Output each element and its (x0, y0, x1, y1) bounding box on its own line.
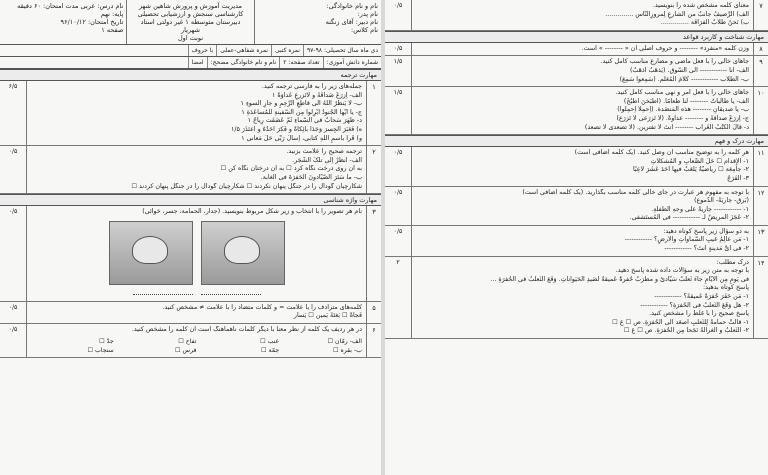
oral-score: نمره شفاهی-عملی (216, 45, 271, 56)
question-score: ۰/۵ (385, 226, 412, 256)
question-line: الف- أنا ------------ الی السّوق. (یَذهَبُ أذهَبُ) (629, 66, 749, 74)
answer-blank[interactable] (133, 289, 193, 295)
question-text: وزن کلمه «منفرد» -------- و حروف اصلی آن « -------- » است. (581, 44, 749, 52)
answer-option[interactable]: عنب ☐ (260, 337, 280, 345)
question-number: ۷ (753, 0, 768, 30)
answer-option[interactable]: الف- رمّان ☐ (327, 337, 362, 345)
question-row (0, 324, 381, 358)
question-line: ۱- ------------ جاریةٌ علی وجهِ الطّفلةِ. (651, 205, 749, 213)
question-line: ۱- مَن حَفَرَ حُفرَةً عَمیقةً؟ ------------ (654, 293, 749, 301)
school-department: مدیریت آموزش و پرورش شاهین شهر (138, 2, 243, 10)
question-score: ۰/۵ (0, 146, 27, 193)
question-row (385, 56, 768, 87)
question-text: ترجمه صحیح را علامت بزنید. (286, 148, 362, 156)
question-number: ۲ (366, 146, 381, 193)
question-row (385, 226, 768, 257)
written-score: نمره کتبی (271, 45, 303, 56)
exam-header (0, 0, 381, 45)
question-row (385, 0, 768, 31)
signature-label: امضا (188, 57, 207, 68)
section-title: مهارت درک و فهم (385, 135, 768, 147)
question-number: ۶ (366, 324, 381, 357)
question-number: ۱ (366, 81, 381, 145)
answer-option[interactable]: فَجأةً ☐ بَغتَةً یَمین ☐ یَسار (293, 312, 362, 320)
page-number: صفحه ۱ (101, 26, 124, 34)
teacher-name-label: نام دبیر: آقای زنگنه (325, 18, 378, 26)
exam-date: تاریخ امتحان: ۹۶/۱۰/۱۲ (60, 18, 124, 26)
question-number: ۱۳ (753, 226, 768, 256)
section-title: مهارت ترجمه (0, 69, 381, 81)
question-number: ۱۲ (753, 187, 768, 225)
question-body (412, 43, 753, 56)
question-score: ۶/۵ (0, 81, 27, 145)
section-title: مهارت شناخت و کاربرد قواعد (385, 31, 768, 43)
question-line: ۲- هل وَقَعَ الثَّعلَبُ فی الحُفرَةِ؟ ------------ (640, 301, 749, 309)
question-score: ۰/۵ (0, 206, 27, 301)
question-line: ب- الطُّلّاب ------------ کلامَ المُعَلِّم. (سَمِعوا سَمِعَ) (619, 75, 749, 83)
question-text: جاهای خالی را با فعل امر و نهی مناسب کامل کنید. (615, 89, 749, 97)
question-body (412, 187, 753, 225)
question-line: ۲- عَجَزَ المریضُ لَـ ------------ فی المُستَشفی. (629, 214, 749, 222)
question-number: ۱۱ (753, 147, 768, 185)
question-score: ۱/۵ (385, 56, 412, 86)
question-body (27, 146, 366, 193)
question-line: د- ظَهَرَ سَحابٌ فی السَّماءِ ثُمَّ عَصَفَت رِیاحٌ ۱ (247, 117, 362, 125)
word-bank: (بَرق- جاریَةٌ- الدَّموع) (694, 197, 749, 205)
question-line: پاسخ کوتاه بدهید: (703, 284, 749, 292)
student-number: شماره دانش آموزی: (323, 57, 381, 68)
question-line: پاسخ صحیح را با غلط را مشخص کنید. (649, 310, 749, 318)
question-score: ۰/۵ (385, 0, 412, 30)
question-line: ه) فَعَبَرَ الجِسرَ وَجَدَا بائِکاةً و فَکَّرَ أحَدُهُ و اَعتَذَرَ ۱/۵ (230, 125, 362, 133)
question-body (412, 226, 753, 256)
question-row (385, 87, 768, 135)
question-body (412, 87, 753, 134)
question-score: ۱/۵ (385, 87, 412, 134)
question-body (412, 56, 753, 86)
question-score: ۰/۵ (385, 43, 412, 56)
exam-page-2 (385, 0, 768, 475)
question-text: به دو سؤال زیر پاسخ کوتاه دهید: (663, 227, 749, 235)
answer-option[interactable]: ۱- اَلإِقدام ☐ حَلُّ الصِّعابِ و المُشکلاتِ (650, 157, 749, 165)
question-number: ۱۰ (753, 87, 768, 134)
question-line: ج- اِزرَعْ صداقةً و -------- عداوةً. (لا تَزرَعی لا تَزرَع) (616, 114, 749, 122)
question-score: ۰/۵ (385, 147, 412, 185)
student-info (255, 0, 381, 44)
question-text: در هر ردیف یک کلمه از نظر معنا با دیگر کلمات ناهماهنگ است آن کلمه را مشخص کنید. (131, 325, 362, 333)
question-text: جاهای خالی را با فعل ماضی و مضارع مناسب کامل کنید. (600, 58, 749, 66)
answer-option[interactable]: جمّة ☐ (261, 346, 280, 354)
question-score: ۲ (385, 257, 412, 338)
question-number: ۸ (753, 43, 768, 56)
grade-bar-2 (0, 57, 381, 69)
class-name-label: نام کلاس: (351, 26, 378, 34)
question-score: ۰/۵ (0, 302, 27, 323)
school-assessment: کارشناسی سنجش و ارزشیابی تحصیلی (137, 10, 244, 18)
answer-option[interactable]: تفاح ☐ (178, 337, 197, 345)
question-text: جمله‌های زیر را به فارسی ترجمه کنید. (261, 83, 362, 90)
grade-level: پایه: نهم (100, 10, 124, 18)
question-body (27, 324, 366, 357)
exam-term: نوبت اول (177, 34, 204, 42)
answer-option[interactable]: به آن روی درخت نگاه کرد ☐ به آن درختان نگاه کن ☐ (220, 165, 362, 173)
question-row (0, 302, 381, 324)
question-text: هر کلمه را به توضیح مناسب آن وصل کنید. (یک کلمه اضافی است) (574, 149, 749, 157)
question-number: ۱۴ (753, 257, 768, 338)
question-line: الف- أُنظُرْ اِلی تلکَ الشَّجَر. (292, 156, 362, 164)
answer-option[interactable]: سنجاب ☐ (87, 346, 114, 354)
answer-option[interactable]: جدّ ☐ (99, 337, 114, 345)
question-row (385, 257, 768, 339)
answer-option[interactable]: ۲- جامِعَة ☐ ریاضیَّةٌ یَلعَبُ فیها أحَدَ عَشَرَ لاعِبًا (632, 166, 749, 174)
question-line: الف- یا طالباتُ -------- لنا طعامًا. (اُطْبَخنَ اُطْبُخْ) (623, 97, 749, 105)
question-line: الف) اَلرَّصیفُ جانبٌ من الشارعِ لِمرورِالنّاس .............. (605, 10, 749, 18)
school-year: دی ماه سال تحصیلی: ۹۸-۹۷ (303, 45, 381, 56)
father-name-label: نام پدر: (357, 10, 378, 18)
question-line: ج- یا أیُّها الجُنودُ ابْرِلوا مِن السَّفینةِ للمُساعَدَةِ ۱ (241, 108, 362, 116)
reading-passage: فی یَومٍ مِن الأیّامِ جاءَ ثَعلَبٌ سَیّادیٌ و مطرَبٌ حُفرةٌ عَمیقةٌ لصَیدِ الحَیَواناتِ. وَقَعَ الثَّعلَبُ فی الحُفرَةِ ... (490, 275, 749, 283)
question-line: د- قالَ الکُتُبُ الغَراب -------- أنتَ لا تفترین. (لا تصعدی لا تصعد) (584, 123, 749, 131)
question-body (27, 206, 366, 301)
question-line: الف- اِزرَعْ صَداقَةً و لاتَزرعِ عَداوَةً ۱ (271, 91, 362, 99)
question-line: ب- ما سَتَرَ الصَّیّادونَ الحَفرَةَ فی الغابة. (260, 173, 362, 181)
odd-one-out-grid (31, 337, 362, 355)
answer-option[interactable]: ب- بقره ☐ (332, 346, 362, 354)
picture-row (31, 221, 362, 285)
grade-bar (0, 45, 381, 57)
question-text: معنای کلمه مشخص شده را بنویسید. (652, 2, 749, 9)
question-text: درک مطلب: (716, 258, 749, 266)
bridge-photo (109, 221, 193, 285)
question-row (0, 146, 381, 194)
answer-option[interactable]: فرس ☐ (175, 346, 197, 354)
question-row (385, 147, 768, 186)
question-line: ۳- الفَرَجُ (726, 174, 749, 182)
question-row (385, 187, 768, 226)
question-row (385, 43, 768, 57)
question-body (27, 81, 366, 145)
question-line: با توجه به متن زیر به سؤالات داده شده پاسخ دهید. (615, 267, 749, 275)
answer-option[interactable]: شکارچیان گودال را در جنگل پنهان نکردند ☐ شکارچیان گودال را در جنگل پنهان کردند ☐ (131, 182, 362, 190)
question-text: با توجه به مفهوم هر عبارت در جای خالی کلمه مناسب بگذارید. (یک کلمه اضافی است) (522, 188, 749, 196)
section-title: مهارت واژه شناسی (0, 194, 381, 206)
score-in-letters: با حروف (188, 45, 217, 56)
school-name: دبیرستان متوسطه ۱ غیر دولتی استاد شهریار (140, 18, 241, 34)
question-body (412, 257, 753, 338)
answer-blank[interactable] (201, 289, 261, 295)
question-line: ب- یا صدیقانِ -------- هذه المَنضَدة. (اِحمِلا اِحمِلوا) (617, 106, 749, 114)
question-line: و) قُرأْ باسمِ اللهِ کتابی، اِسألْ رَبِّی حَلَّ مَعانی ۱ (241, 134, 362, 142)
question-line: ۱- مَن عالِمُ غیبِ السّماواتِ والأرضِ؟ ------------ (624, 236, 749, 244)
question-score: ۰/۵ (385, 187, 412, 225)
page-count: تعداد صفحه: ۲ (279, 57, 322, 68)
answer-option[interactable]: ۱- قالَتْ حمامةٌ لِلثَّعلبِ أصعَد الی الحُفرَةِ. ص ☐ غ ☐ (612, 318, 749, 326)
student-name-label: نام و نام خانوادگی: (326, 2, 378, 10)
subject-duration: نام درس: عربی مدت امتحان: ۶۰ دقیقه (17, 2, 124, 10)
exam-info (0, 0, 126, 44)
question-number: ۹ (753, 56, 768, 86)
answer-lines (31, 289, 362, 295)
corrector-name: نام و نام خانوادگی مصحح: (207, 57, 280, 68)
question-body (27, 302, 366, 323)
question-text: کلمه‌های مترادف را با علامت = و کلمات متضاد را با علامت ≠ مشخص کنید. (162, 303, 362, 311)
question-number: ۵ (366, 302, 381, 323)
question-score: ۰/۵ (0, 324, 27, 357)
question-body (412, 147, 753, 185)
question-row (0, 206, 381, 302)
answer-option[interactable]: ۲- الثّعلبُ و الغرالةُ نَجَحا مِن الحُفرَةِ. ص ☐ غ ☐ (623, 327, 749, 335)
question-line: ب) نَحنُ طُلّابٌ الفرَاقَة .............. (660, 19, 749, 27)
question-number: ۳ (366, 206, 381, 301)
question-row (0, 81, 381, 146)
question-line: ۲- فی أیِّ مَدینةٍ أنتَ؟ ------------ (664, 245, 749, 253)
bird-photo (201, 221, 285, 285)
school-info (126, 0, 254, 44)
exam-page-1 (0, 0, 381, 475)
question-line: ب- لا یَنظُرُ اللهُ الی قاطِعِ الرَّحِمِ و جارِ السوءِ ۱ (240, 100, 362, 108)
question-text: نام هر تصویر را با انتخاب و زیر شکل مربوط بنویسید. (جدار، الحمامة، جسر، حَوائی) (142, 208, 362, 216)
question-body (412, 0, 753, 30)
